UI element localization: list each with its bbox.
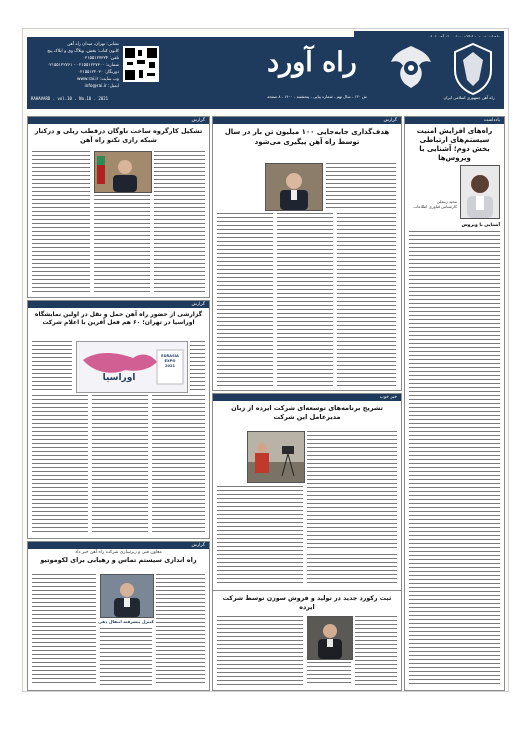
author-photo xyxy=(460,165,500,219)
section-label: گزارش xyxy=(191,543,205,548)
article-column-text xyxy=(32,341,72,391)
logo-caption: راه آهن جمهوری اسلامی ایران xyxy=(443,95,495,100)
section-label: گزارش xyxy=(191,118,205,123)
article-column-text xyxy=(154,151,205,293)
article-column-text xyxy=(152,395,205,534)
article-intro-text xyxy=(326,163,396,209)
expo-banner: اوراسیا xyxy=(102,373,136,383)
article-column-text xyxy=(277,213,333,386)
newspaper-page xyxy=(22,28,509,692)
article-column-text xyxy=(190,341,205,391)
minister-photo xyxy=(265,163,323,211)
article-fleet-workgroup xyxy=(27,116,210,298)
manager-photo xyxy=(307,616,353,660)
article-column-text xyxy=(307,662,351,686)
article-headline: راه اندازی سیستم تماس و رهیابی برای لکوموتیو xyxy=(40,556,197,564)
article-column-text xyxy=(32,395,88,534)
deputy-photo xyxy=(100,574,154,618)
contact-line: نشانی: تهران، میدان راه آهن xyxy=(67,42,119,47)
section-header xyxy=(405,117,504,124)
railway-emblem-icon xyxy=(387,40,435,92)
contact-line: دورنگار: ۰۲۱۵۵۱۲۲۰۳۰ xyxy=(77,70,119,75)
article-column-text xyxy=(217,213,273,386)
article-column-text xyxy=(32,151,90,293)
masthead xyxy=(27,37,504,109)
expo-name: EURASIA EXPO 2021 xyxy=(161,354,179,368)
article-headline: تشکیل کارگروه ساخت ناوگان درقطب ریلی و درکنار شبکه رازی تکنو راه آهن xyxy=(34,127,203,144)
article-column-text xyxy=(100,628,152,686)
article-column-text xyxy=(92,395,148,534)
article-column-text xyxy=(32,574,96,686)
contact-line: کانون کتاب: بخش، وبلاگ وی و ایلاک پنج xyxy=(47,49,119,54)
article-headline: گزارشی از حضور راه آهن حمل و نقل در اولین نمایشگاه اوراسیا در تهران؛ ۶۰ هم فعل آفرین با اعلام شرکت xyxy=(34,311,203,326)
note-body-text xyxy=(409,231,500,686)
article-headline: هدف‌گذاری جابه‌جایی ۱۰۰ میلیون تن بار در سال توسط راه آهن پیگیری می‌شود xyxy=(224,128,390,146)
article-column-text xyxy=(307,431,397,551)
author-role: کارشناس فناوری اطلاعات xyxy=(413,204,457,209)
article-column-text xyxy=(156,574,205,686)
section-header xyxy=(28,542,209,549)
contact-block xyxy=(33,41,119,90)
article-column-text xyxy=(217,486,303,586)
note-column xyxy=(404,116,505,691)
contact-line: تلفن: ۰۲۱۵۵۱۲۷۳۲۴ xyxy=(82,56,119,61)
contact-line: وب سایت: www.rai.ir xyxy=(76,77,119,82)
article-headline: تشریح برنامه‌های توسعه‌ای شرکت ایرده از زبان مدیرعامل این شرکت xyxy=(231,404,383,421)
section-label: یادداشت xyxy=(483,118,500,123)
article-column-text xyxy=(337,213,396,386)
article-column-text xyxy=(217,616,303,686)
photo-caption: کنترل پیشرفته انتقال دهی xyxy=(98,619,154,624)
issue-info: ش ۱۳۰ - سال نهم - شماره پیاپی - پنجشنبه - ۱۴۰۰ - ۸ صفحه xyxy=(267,94,367,99)
qr-code xyxy=(123,46,159,82)
section-header xyxy=(213,394,401,401)
article-column-text xyxy=(94,195,150,293)
section-header xyxy=(213,117,401,124)
ministry-emblem-icon xyxy=(447,40,499,96)
article-irdeh-company xyxy=(212,393,402,691)
section-label: خبر خوب xyxy=(379,395,397,400)
contact-line: ایمیل: info@rai.ir xyxy=(84,84,119,89)
section-label: گزارش xyxy=(383,118,397,123)
section-header xyxy=(28,117,209,124)
article-column-text xyxy=(307,554,397,586)
author-name: مجید زینعلی xyxy=(436,199,457,204)
article-locomotive-system xyxy=(27,541,210,691)
note-headline: راه‌های افزایش امنیت سیستم‌های ارتباطی بخش دوم؛ آشنایی با ویروس‌ها xyxy=(416,127,493,162)
official-photo xyxy=(94,151,152,193)
issue-latin: RAHAVARD . vol.10 . No.10 . 2021 xyxy=(31,96,109,101)
section-header xyxy=(28,301,209,308)
site-photo xyxy=(247,431,305,483)
article-freight-target xyxy=(212,116,402,391)
article-headline: ثبت رکورد جدید در تولید و فروش سوزن توسط شرکت ایرده xyxy=(222,595,392,611)
section-label: گزارش xyxy=(191,302,205,307)
article-column-text xyxy=(355,616,397,686)
newspaper-title: راه آورد xyxy=(267,47,357,78)
note-intro-heading: آشنایی با ویروس xyxy=(461,223,500,228)
contact-line: شماره: ۰۲۱۵۵۱۲۲۷۳۰۰ - ۰۲۱۵۵۱۲۲۷۶۱ xyxy=(47,63,119,68)
expo-poster xyxy=(76,341,188,393)
article-subhead: معاون فنی و زیرسازی شرکت راه آهن خبر داد xyxy=(75,550,162,555)
article-eurasia-expo xyxy=(27,300,210,539)
